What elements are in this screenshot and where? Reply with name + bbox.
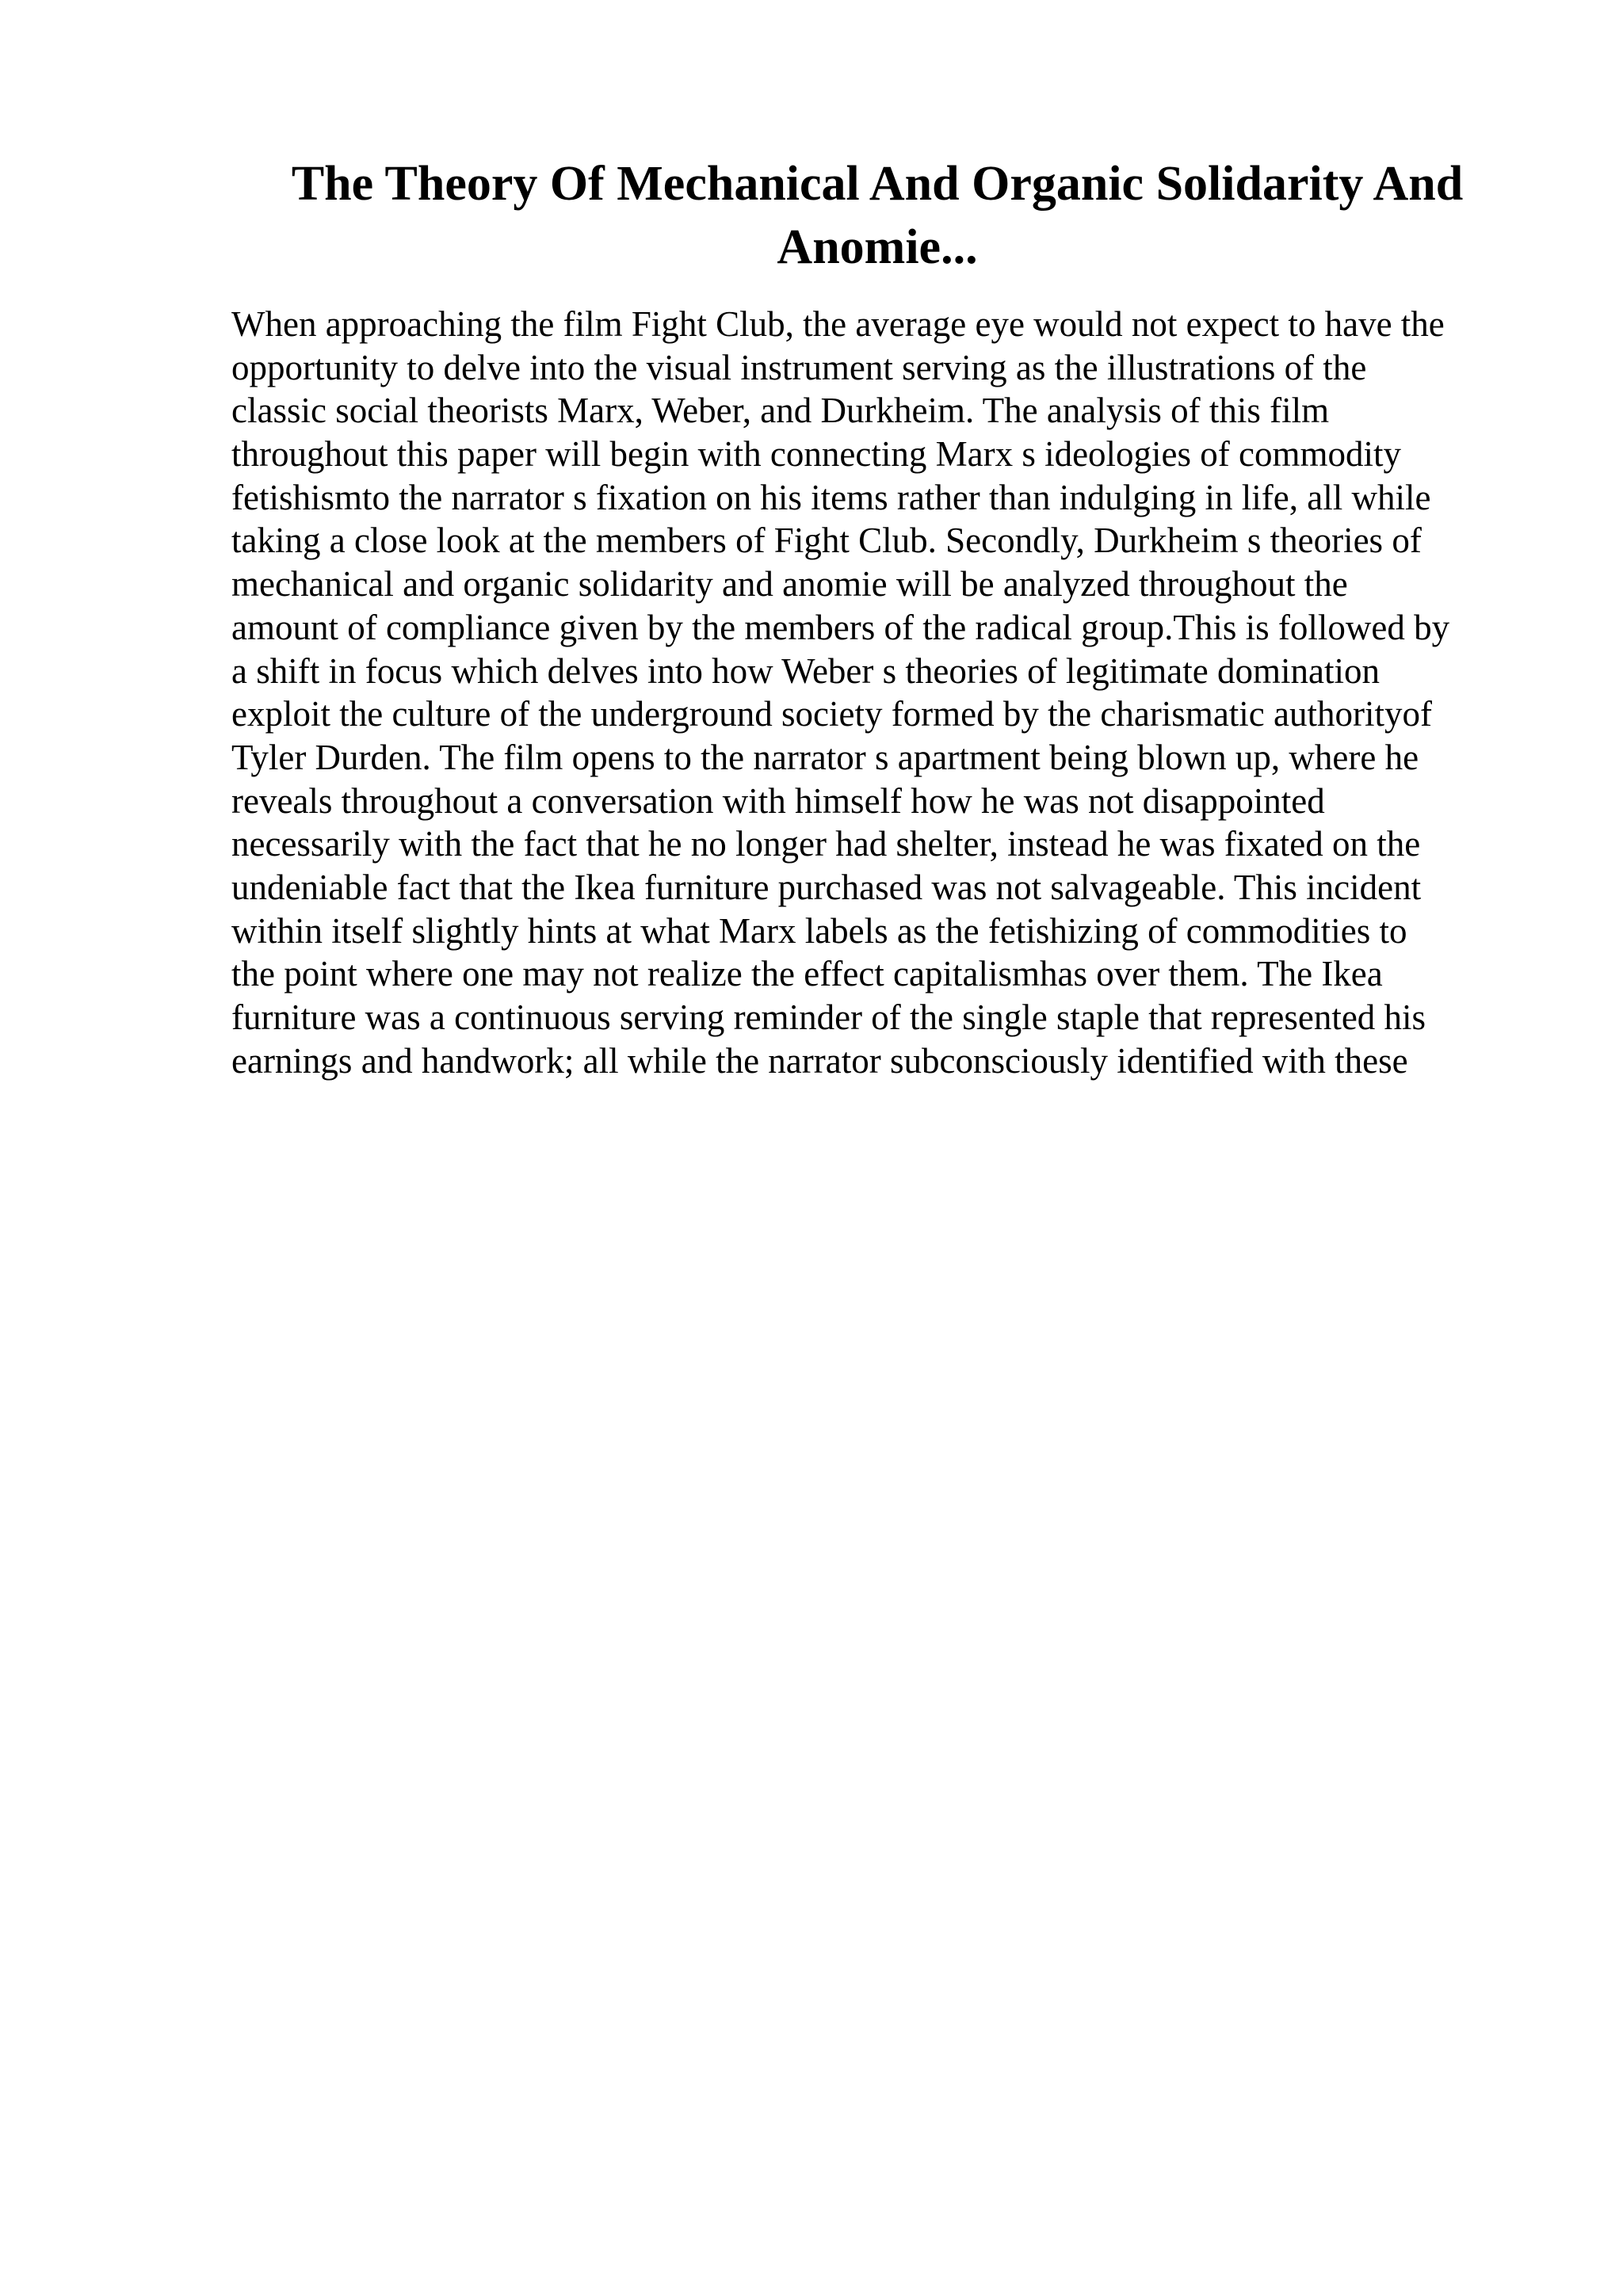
text-line: the point where one may not realize the effect capitalismhas over them. The Ikea — [231, 954, 1383, 994]
text-line: amount of compliance given by the members of the radical group.This is followed by — [231, 607, 1450, 647]
text-line: mechanical and organic solidarity and anomie will be analyzed throughout the — [231, 564, 1348, 605]
title-line: The Theory Of Mechanical And Organic Solidarity And — [291, 157, 1464, 211]
text-line: undeniable fact that the Ikea furniture purchased was not salvageable. This incident — [231, 867, 1422, 907]
text-line: a shift in focus which delves into how Weber s theories of legitimate domination — [231, 650, 1380, 691]
text-line: classic social theorists Marx, Weber, and Durkheim. The analysis of this film — [231, 391, 1330, 431]
title-line: Anomie... — [777, 220, 978, 274]
text-line: necessarily with the fact that he no longer had shelter, instead he was fixated on the — [231, 824, 1421, 864]
text-line: exploit the culture of the underground society formed by the charismatic authorityof — [231, 694, 1432, 734]
text-line: Tyler Durden. The film opens to the narrator s apartment being blown up, where he — [231, 737, 1419, 777]
body-paragraph — [231, 303, 1623, 1082]
text-line: within itself slightly hints at what Marx labels as the fetishizing of commodities to — [231, 910, 1407, 951]
text-line: throughout this paper will begin with connecting Marx s ideologies of commodity — [231, 434, 1402, 475]
text-line: When approaching the film Fight Club, the average eye would not expect to have the — [231, 304, 1445, 344]
text-line: opportunity to delve into the visual instrument serving as the illustrations of the — [231, 347, 1367, 387]
text-line: reveals throughout a conversation with himself how he was not disappointed — [231, 780, 1325, 821]
text-line: fetishismto the narrator s fixation on his items rather than indulging in life, all while — [231, 477, 1431, 517]
text-line: taking a close look at the members of Fight Club. Secondly, Durkheim s theories of — [231, 521, 1422, 561]
text-line: earnings and handwork; all while the narrator subconsciously identified with these — [231, 1040, 1408, 1081]
document-title — [231, 152, 1523, 279]
text-line: furniture was a continuous serving reminder of the single staple that represented his — [231, 997, 1426, 1037]
